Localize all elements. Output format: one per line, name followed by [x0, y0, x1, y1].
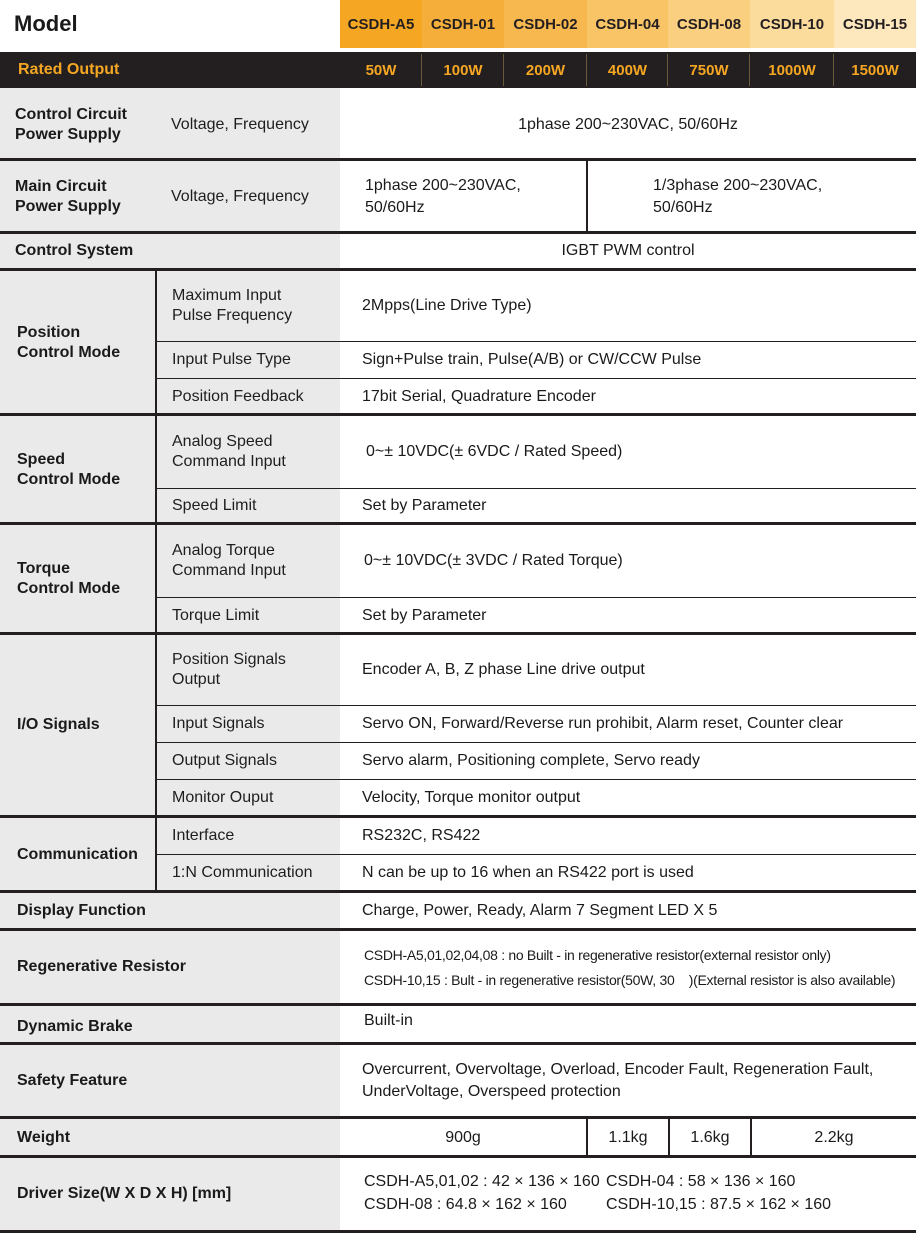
value-torque-limit: Set by Parameter: [362, 606, 487, 624]
category-safety-feature: Safety Feature: [17, 1071, 128, 1089]
cell-divider: [586, 161, 588, 232]
value-weight-2-2kg: 2.2kg: [814, 1128, 854, 1146]
value-speed-limit: Set by Parameter: [362, 497, 487, 514]
value-interface: RS232C, RS422: [362, 827, 481, 844]
sub-1n-communication: 1:N Communication: [172, 864, 313, 881]
value-position-feedback: 17bit Serial, Quadrature Encoder: [362, 387, 596, 405]
value-regenerative-resistor: [340, 931, 916, 1003]
rated-separator: [749, 54, 750, 86]
category-dynamic-brake: Dynamic Brake: [17, 1017, 133, 1035]
model-cell-01: CSDH-01: [422, 0, 504, 48]
sub-interface: Interface: [172, 827, 235, 844]
value-main-power-1phase: 1phase 200~230VAC, 50/60Hz: [365, 176, 521, 216]
value-input-signals: Servo ON, Forward/Reverse run prohibit, Alarm reset, Counter clear: [362, 715, 844, 732]
sub-position-signals-output: Position Signals Output: [172, 651, 286, 688]
value-main-power-3phase: 1/3phase 200~230VAC, 50/60Hz: [653, 176, 823, 216]
size-10-15: CSDH-10,15 : 87.5 × 162 × 160: [606, 1196, 832, 1213]
sub-speed-limit: Speed Limit: [172, 497, 257, 514]
rated-separator: [667, 54, 668, 86]
category-main-power: Main Circuit Power Supply: [15, 177, 121, 215]
category-regenerative-resistor: Regenerative Resistor: [17, 958, 186, 975]
value-output-signals: Servo alarm, Positioning complete, Servo ready: [362, 752, 700, 769]
sub-torque-limit: Torque Limit: [172, 606, 260, 624]
value-dynamic-brake: Built-in: [364, 1012, 413, 1029]
regen-line-2: CSDH-10,15 : Bult - in regenerative resistor(50W, 30 )(External resistor is also available): [364, 972, 896, 988]
value-max-pulse-frequency: 2Mpps(Line Drive Type): [362, 297, 532, 314]
category-communication: Communication: [17, 845, 138, 863]
rated-separator: [421, 54, 422, 86]
value-control-power: 1phase 200~230VAC, 50/60Hz: [518, 116, 738, 133]
model-header-label: Model: [0, 0, 340, 48]
sub-output-signals: Output Signals: [172, 752, 277, 769]
rated-output-08: 750W: [689, 61, 729, 79]
value-weight-1-1kg: 1.1kg: [608, 1128, 648, 1146]
sub-control-power-voltage: Voltage, Frequency: [171, 116, 309, 133]
model-cell-a5: CSDH-A5: [340, 0, 422, 48]
value-driver-size: [340, 1158, 916, 1230]
regen-line-1: CSDH-A5,01,02,04,08 : no Built - in regenerative resistor(external resistor only): [364, 947, 831, 963]
category-io-signals: I/O Signals: [17, 716, 100, 733]
model-cell-15: CSDH-15: [834, 0, 916, 48]
category-driver-size: Driver Size(W X D X H) [mm]: [17, 1185, 232, 1202]
value-weight-900g: 900g: [445, 1128, 481, 1146]
sub-main-power-voltage: Voltage, Frequency: [171, 187, 309, 205]
model-cell-02: CSDH-02: [504, 0, 587, 48]
sub-position-feedback: Position Feedback: [172, 387, 304, 405]
model-cell-10: CSDH-10: [750, 0, 834, 48]
category-weight: Weight: [17, 1128, 71, 1146]
value-analog-speed-input: 0~± 10VDC(± 6VDC / Rated Speed): [366, 443, 623, 460]
rated-output-15: 1500W: [851, 61, 899, 79]
category-position-mode: Position Control Mode: [17, 323, 121, 361]
sub-max-pulse-frequency: Maximum Input Pulse Frequency: [172, 287, 293, 324]
sub-monitor-output: Monitor Ouput: [172, 788, 274, 806]
value-input-pulse-type: Sign+Pulse train, Pulse(A/B) or CW/CCW Pulse: [362, 351, 702, 368]
sub-input-signals: Input Signals: [172, 715, 265, 732]
value-weight-1-6kg: 1.6kg: [690, 1128, 730, 1146]
value-1n-communication: N can be up to 16 when an RS422 port is used: [362, 864, 694, 881]
category-control-system: Control System: [15, 242, 134, 259]
value-control-system: IGBT PWM control: [561, 242, 695, 259]
sub-analog-speed-input: Analog Speed Command Input: [172, 433, 286, 470]
category-torque-mode: Torque Control Mode: [17, 560, 121, 597]
sub-input-pulse-type: Input Pulse Type: [172, 351, 291, 368]
rated-separator: [833, 54, 834, 86]
rated-output-label: Rated Output: [18, 61, 120, 78]
rated-separator: [586, 54, 587, 86]
model-cell-08: CSDH-08: [668, 0, 750, 48]
model-cell-04: CSDH-04: [587, 0, 668, 48]
size-a5-01-02: CSDH-A5,01,02 : 42 × 136 × 160: [364, 1173, 600, 1190]
value-analog-torque-input: 0~± 10VDC(± 3VDC / Rated Torque): [364, 552, 623, 569]
rated-output-02: 200W: [525, 61, 566, 79]
category-control-power: Control Circuit Power Supply: [15, 106, 127, 143]
rated-output-04: 400W: [607, 61, 648, 79]
size-08: CSDH-08 : 64.8 × 162 × 160: [364, 1196, 567, 1213]
category-display-function: Display Function: [17, 902, 146, 919]
value-monitor-output: Velocity, Torque monitor output: [362, 788, 581, 806]
category-speed-mode: Speed Control Mode: [17, 450, 121, 488]
size-04: CSDH-04 : 58 × 136 × 160: [606, 1173, 796, 1190]
rated-separator: [503, 54, 504, 86]
value-safety-feature: Overcurrent, Overvoltage, Overload, Encoder Fault, Regeneration Fault, UnderVoltage, Overspeed protection: [362, 1060, 874, 1100]
value-display-function: Charge, Power, Ready, Alarm 7 Segment LED X 5: [362, 902, 718, 919]
rated-output-01: 100W: [443, 61, 483, 79]
rated-output-a5: 50W: [365, 61, 397, 79]
sub-analog-torque-input: Analog Torque Command Input: [172, 542, 286, 579]
rated-output-10: 1000W: [768, 61, 816, 79]
value-position-signals-output: Encoder A, B, Z phase Line drive output: [362, 661, 645, 678]
